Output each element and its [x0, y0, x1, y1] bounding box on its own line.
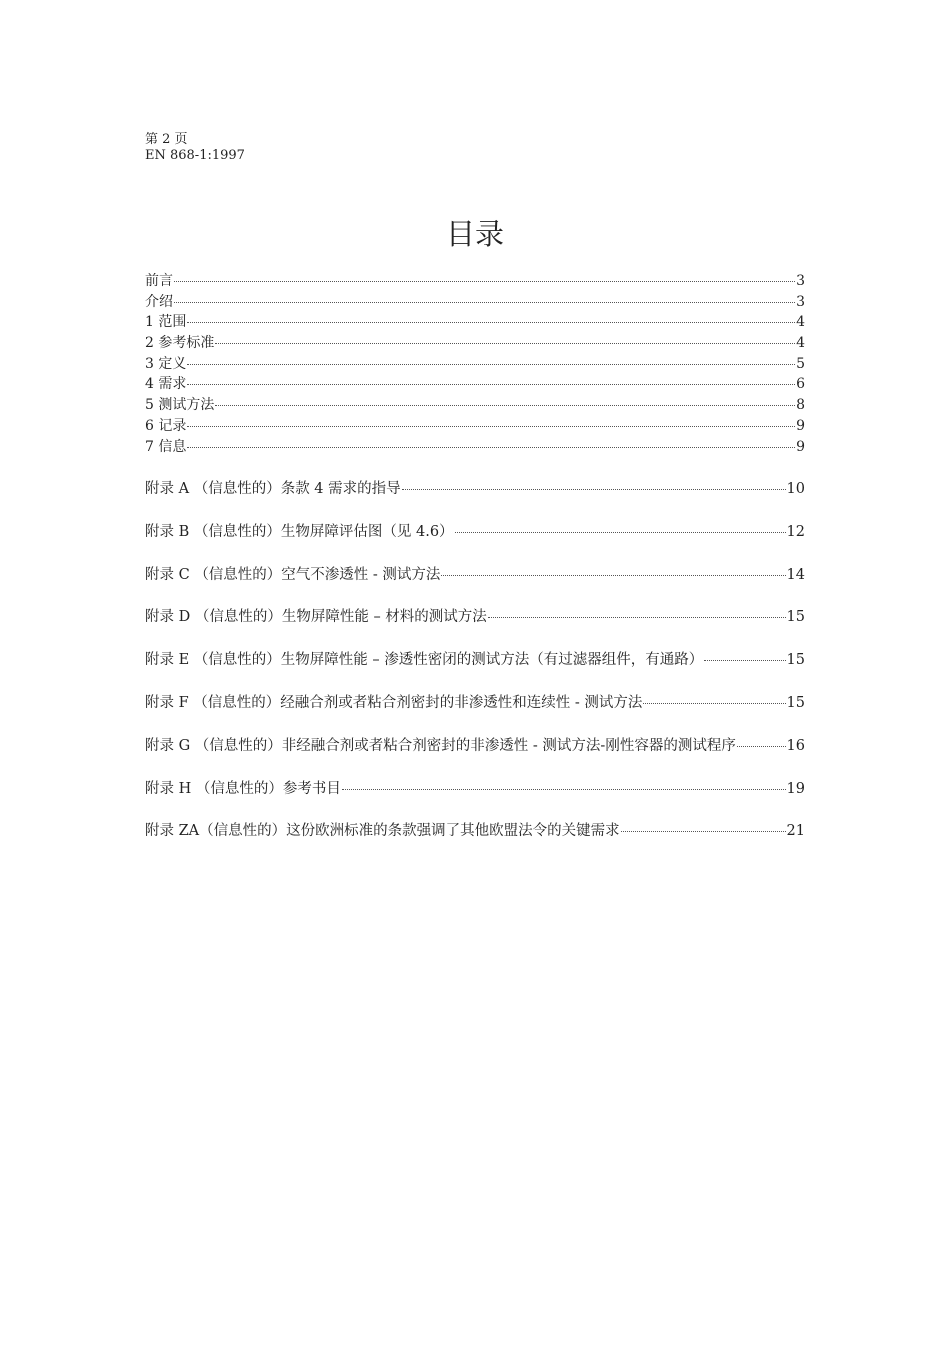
toc-main-list [145, 270, 805, 456]
toc-entry-label: 附录 C （信息性的）空气不渗透性 - 测试方法 [145, 566, 441, 583]
dot-leader [704, 660, 785, 661]
toc-entry-test-methods[interactable] [145, 394, 805, 415]
toc-entry-label: 附录 G （信息性的）非经融合剂或者粘合剂密封的非渗透性 - 测试方法-刚性容器的测试程序 [145, 737, 736, 754]
toc-entry-label: 4 需求 [145, 376, 187, 393]
dot-leader [187, 322, 795, 323]
toc-entry-label: 介绍 [145, 293, 173, 310]
page-header [145, 132, 245, 164]
toc-entry-annex-za[interactable] [145, 819, 805, 862]
toc-entry-page: 21 [786, 823, 805, 840]
dot-leader [488, 617, 786, 618]
toc-entry-label: 3 定义 [145, 355, 187, 372]
dot-leader [174, 302, 795, 303]
dot-leader [737, 746, 786, 747]
toc-entry-page: 4 [796, 314, 805, 331]
toc-entry-scope[interactable] [145, 311, 805, 332]
toc-entry-annex-a[interactable] [145, 477, 805, 520]
toc-entry-page: 15 [786, 609, 805, 626]
toc-annex-list [145, 477, 805, 862]
dot-leader [187, 384, 795, 385]
toc-entry-page: 6 [796, 376, 805, 393]
toc-entry-label: 7 信息 [145, 438, 187, 455]
dot-leader [621, 831, 786, 832]
toc-entry-annex-c[interactable] [145, 563, 805, 606]
toc-entry-label: 附录 D （信息性的）生物屏障性能 – 材料的测试方法 [145, 609, 487, 626]
page-number-label: 第 2 页 [145, 132, 188, 147]
toc-entry-annex-g[interactable] [145, 734, 805, 777]
toc-entry-page: 19 [786, 780, 805, 797]
toc-entry-definitions[interactable] [145, 353, 805, 374]
dot-leader [342, 789, 786, 790]
dot-leader [187, 426, 795, 427]
dot-leader [402, 489, 786, 490]
dot-leader [174, 281, 795, 282]
toc-entry-label: 5 测试方法 [145, 397, 215, 414]
toc-entry-page: 12 [786, 523, 805, 540]
dot-leader [187, 447, 795, 448]
toc-entry-page: 8 [796, 397, 805, 414]
toc-entry-annex-h[interactable] [145, 777, 805, 820]
toc-entry-label: 附录 A （信息性的）条款 4 需求的指导 [145, 481, 401, 497]
toc-entry-label: 2 参考标准 [145, 335, 215, 352]
toc-entry-foreword[interactable] [145, 270, 805, 291]
toc-entry-label: 附录 B （信息性的）生物屏障评估图（见 4.6） [145, 523, 454, 540]
toc-entry-page: 9 [796, 417, 805, 434]
toc-entry-page: 9 [796, 438, 805, 455]
toc-entry-page: 5 [796, 355, 805, 372]
dot-leader [215, 343, 795, 344]
toc-entry-label: 6 记录 [145, 417, 187, 434]
toc-entry-label: 附录 ZA（信息性的）这份欧洲标准的条款强调了其他欧盟法令的关键需求 [145, 823, 620, 840]
dot-leader [215, 405, 795, 406]
toc-entry-label: 前言 [145, 273, 173, 289]
toc-title: 目录 [445, 217, 504, 251]
toc-entry-requirements[interactable] [145, 373, 805, 394]
toc-entry-records[interactable] [145, 415, 805, 436]
toc-entry-label: 附录 F （信息性的）经融合剂或者粘合剂密封的非渗透性和连续性 - 测试方法 [145, 694, 643, 711]
toc-entry-page: 14 [786, 566, 805, 583]
toc-entry-page: 3 [796, 293, 805, 310]
toc-entry-page: 15 [786, 694, 805, 711]
dot-leader [455, 532, 786, 533]
toc-entry-label: 1 范围 [145, 314, 187, 331]
toc-entry-normative-references[interactable] [145, 332, 805, 353]
dot-leader [441, 575, 785, 576]
toc-entry-annex-b[interactable] [145, 520, 805, 563]
toc-entry-page: 3 [796, 273, 805, 289]
toc-entry-label: 附录 E （信息性的）生物屏障性能 – 渗透性密闭的测试方法（有过滤器组件，有通路） [145, 652, 704, 669]
toc-entry-annex-e[interactable] [145, 648, 805, 691]
toc-entry-annex-d[interactable] [145, 605, 805, 648]
toc-entry-annex-f[interactable] [145, 691, 805, 734]
dot-leader [643, 703, 785, 704]
toc-entry-introduction[interactable] [145, 291, 805, 312]
dot-leader [187, 364, 795, 365]
toc-entry-information[interactable] [145, 436, 805, 457]
toc-entry-page: 10 [786, 481, 805, 497]
toc-entry-page: 4 [796, 335, 805, 352]
toc-entry-label: 附录 H （信息性的）参考书目 [145, 780, 341, 797]
standard-id: EN 868-1:1997 [145, 148, 245, 163]
toc-entry-page: 16 [786, 737, 805, 754]
toc-entry-page: 15 [786, 652, 805, 669]
